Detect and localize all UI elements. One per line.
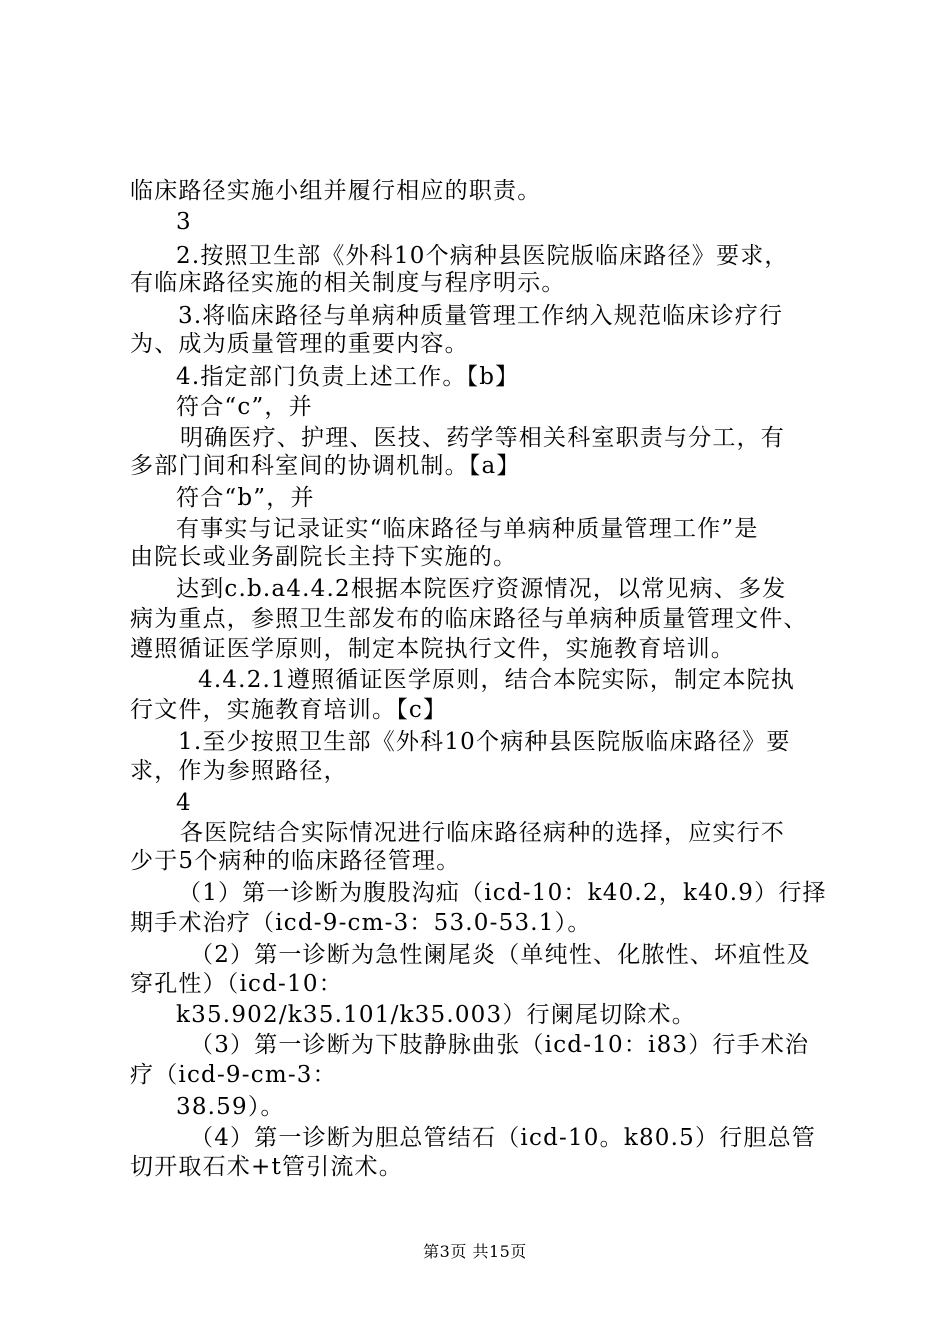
text-line: 符合“b”，并	[176, 485, 315, 511]
text-line: （4）第一诊断为胆总管结石（icd-10。k80.5）行胆总管	[190, 1125, 816, 1151]
text-line: （3）第一诊断为下肢静脉曲张（icd-10：i83）行手术治	[190, 1032, 810, 1058]
text-line: 1.至少按照卫生部《外科10个病种县医院版临床路径》要	[178, 729, 791, 755]
text-line: 38.59）。	[176, 1094, 285, 1120]
text-line: 穿孔性）（icd-10：	[130, 971, 343, 997]
text-line: 遵照循证医学原则，制定本院执行文件，实施教育培训。	[130, 636, 735, 662]
text-line: 3.将临床路径与单病种质量管理工作纳入规范临床诊疗行	[178, 303, 784, 329]
text-line: 病为重点，参照卫生部发布的临床路径与单病种质量管理文件、	[130, 606, 808, 632]
text-line: 达到c.b.a4.4.2根据本院医疗资源情况，以常见病、多发	[176, 576, 787, 602]
text-line: 疗（icd-9-cm-3：	[130, 1062, 337, 1088]
text-line: k35.902/k35.101/k35.003）行阑尾切除术。	[176, 1002, 696, 1028]
text-line: 由院长或业务副院长主持下实施的。	[130, 544, 518, 570]
page-footer: 第3页 共15页	[423, 1242, 527, 1261]
text-line: 明确医疗、护理、医技、药学等相关科室职责与分工，有	[180, 425, 785, 451]
text-line: 2.按照卫生部《外科10个病种县医院版临床路径》要求，	[176, 243, 789, 269]
text-line: 切开取石术+t管引流术。	[130, 1154, 403, 1180]
text-line: 求，作为参照路径，	[130, 758, 348, 784]
text-line: 4.4.2.1遵照循证医学原则，结合本院实际，制定本院执	[198, 667, 796, 693]
text-line: 各医院结合实际情况进行临床路径病种的选择，应实行不	[180, 820, 785, 846]
text-line: 少于5个病种的临床路径管理。	[130, 848, 461, 874]
text-line: （2）第一诊断为急性阑尾炎（单纯性、化脓性、坏疽性及	[190, 942, 811, 968]
text-line: 期手术治疗（icd-9-cm-3：53.0-53.1）。	[130, 910, 592, 936]
text-line: 符合“c”，并	[176, 394, 313, 420]
text-line: 行文件，实施教育培训。【c】	[130, 697, 448, 723]
text-line: 临床路径实施小组并履行相应的职责。	[130, 178, 542, 204]
text-line: 4.指定部门负责上述工作。【b】	[176, 364, 520, 390]
page-number-marker: 4	[176, 790, 192, 816]
text-line: （1）第一诊断为腹股沟疝（icd-10：k40.2，k40.9）行择	[178, 880, 827, 906]
page-number-marker: 3	[176, 209, 192, 235]
text-line: 有事实与记录证实“临床路径与单病种质量管理工作”是	[176, 516, 759, 542]
text-line: 多部门间和科室间的协调机制。【a】	[130, 453, 521, 479]
text-line: 有临床路径实施的相关制度与程序明示。	[130, 270, 566, 296]
text-line: 为、成为质量管理的重要内容。	[130, 331, 469, 357]
